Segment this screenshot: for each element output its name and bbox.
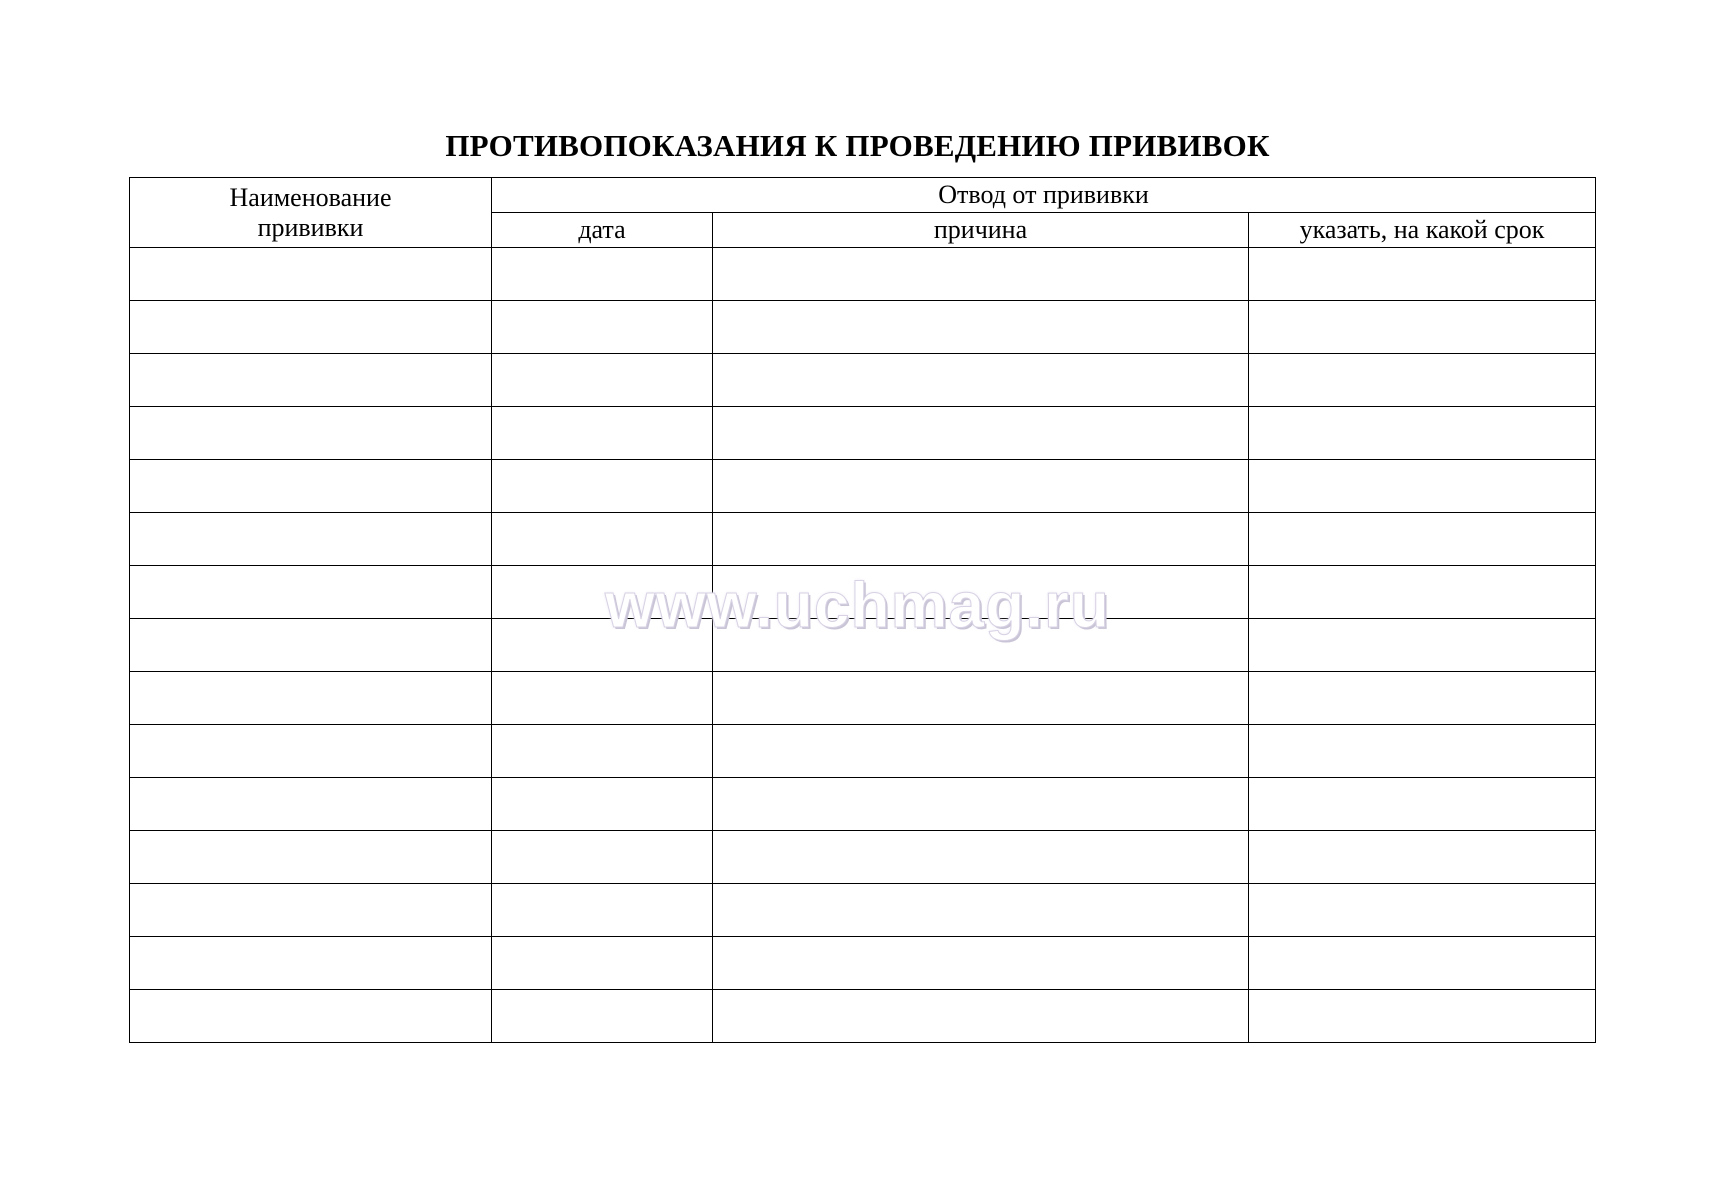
cell-duration[interactable] (1249, 990, 1596, 1043)
cell-date[interactable] (492, 884, 713, 937)
cell-duration[interactable] (1249, 301, 1596, 354)
cell-vaccine-name[interactable] (130, 460, 492, 513)
cell-vaccine-name[interactable] (130, 566, 492, 619)
cell-duration[interactable] (1249, 937, 1596, 990)
cell-reason[interactable] (713, 990, 1249, 1043)
cell-duration[interactable] (1249, 778, 1596, 831)
cell-duration[interactable] (1249, 725, 1596, 778)
header-row-1 (130, 178, 1596, 213)
table-row (130, 513, 1596, 566)
cell-reason[interactable] (713, 566, 1249, 619)
cell-duration[interactable] (1249, 248, 1596, 301)
cell-vaccine-name[interactable] (130, 778, 492, 831)
cell-date[interactable] (492, 460, 713, 513)
cell-vaccine-name[interactable] (130, 725, 492, 778)
cell-date[interactable] (492, 248, 713, 301)
cell-vaccine-name[interactable] (130, 248, 492, 301)
header-reason: причина (713, 213, 1249, 248)
table-row (130, 990, 1596, 1043)
cell-reason[interactable] (713, 672, 1249, 725)
header-vaccine-name (130, 178, 492, 248)
page-title: ПРОТИВОПОКАЗАНИЯ К ПРОВЕДЕНИЮ ПРИВИВОК (445, 128, 1270, 163)
cell-vaccine-name[interactable] (130, 831, 492, 884)
table-row (130, 301, 1596, 354)
cell-vaccine-name[interactable] (130, 513, 492, 566)
table-body (130, 248, 1596, 1043)
cell-date[interactable] (492, 990, 713, 1043)
cell-date[interactable] (492, 566, 713, 619)
cell-reason[interactable] (713, 301, 1249, 354)
table-row (130, 460, 1596, 513)
cell-vaccine-name[interactable] (130, 990, 492, 1043)
header-duration: указать, на какой срок (1249, 213, 1596, 248)
cell-date[interactable] (492, 301, 713, 354)
cell-reason[interactable] (713, 513, 1249, 566)
cell-reason[interactable] (713, 248, 1249, 301)
cell-date[interactable] (492, 725, 713, 778)
cell-duration[interactable] (1249, 619, 1596, 672)
cell-duration[interactable] (1249, 831, 1596, 884)
table-row (130, 831, 1596, 884)
cell-duration[interactable] (1249, 407, 1596, 460)
header-exemption-group: Отвод от прививки (492, 178, 1596, 213)
table-row (130, 354, 1596, 407)
cell-reason[interactable] (713, 725, 1249, 778)
cell-vaccine-name[interactable] (130, 937, 492, 990)
header-date: дата (492, 213, 713, 248)
cell-date[interactable] (492, 672, 713, 725)
cell-vaccine-name[interactable] (130, 301, 492, 354)
watermark: www.uchmag.ru (605, 569, 1110, 641)
table-row (130, 619, 1596, 672)
cell-reason[interactable] (713, 619, 1249, 672)
cell-reason[interactable] (713, 778, 1249, 831)
cell-reason[interactable] (713, 831, 1249, 884)
cell-vaccine-name[interactable] (130, 354, 492, 407)
cell-reason[interactable] (713, 937, 1249, 990)
contraindications-table (129, 177, 1596, 1043)
table-row (130, 725, 1596, 778)
cell-duration[interactable] (1249, 672, 1596, 725)
cell-vaccine-name[interactable] (130, 619, 492, 672)
cell-reason[interactable] (713, 354, 1249, 407)
cell-reason[interactable] (713, 884, 1249, 937)
table-row (130, 884, 1596, 937)
table-row (130, 407, 1596, 460)
cell-date[interactable] (492, 407, 713, 460)
table-row (130, 672, 1596, 725)
cell-date[interactable] (492, 513, 713, 566)
header-vaccine-name-line2: прививки (257, 212, 364, 242)
cell-duration[interactable] (1249, 513, 1596, 566)
cell-reason[interactable] (713, 407, 1249, 460)
table-row (130, 937, 1596, 990)
cell-vaccine-name[interactable] (130, 884, 492, 937)
cell-duration[interactable] (1249, 884, 1596, 937)
cell-date[interactable] (492, 778, 713, 831)
cell-date[interactable] (492, 831, 713, 884)
cell-date[interactable] (492, 619, 713, 672)
header-vaccine-name-line1: Наименование (229, 182, 392, 212)
cell-vaccine-name[interactable] (130, 407, 492, 460)
cell-duration[interactable] (1249, 460, 1596, 513)
table-row (130, 778, 1596, 831)
cell-duration[interactable] (1249, 354, 1596, 407)
cell-duration[interactable] (1249, 566, 1596, 619)
cell-reason[interactable] (713, 460, 1249, 513)
cell-date[interactable] (492, 937, 713, 990)
cell-vaccine-name[interactable] (130, 672, 492, 725)
table-row (130, 248, 1596, 301)
cell-date[interactable] (492, 354, 713, 407)
table-row (130, 566, 1596, 619)
